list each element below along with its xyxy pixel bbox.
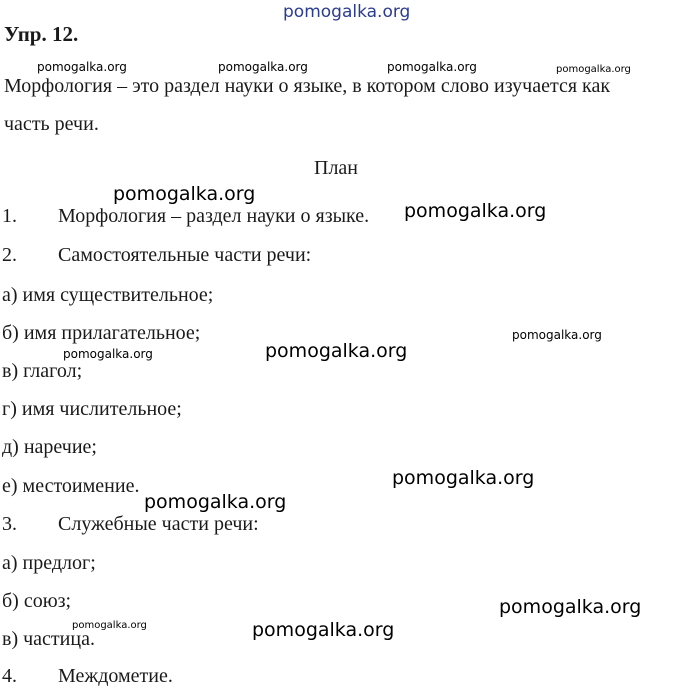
watermark: pomogalka.org — [63, 347, 153, 361]
plan-subitem: е) местоимение. — [2, 475, 140, 497]
watermark: pomogalka.org — [512, 328, 602, 342]
watermark: pomogalka.org — [218, 60, 308, 74]
definition-line-1: Морфология – это раздел науки о языке, в котором слово изучается как — [4, 75, 611, 97]
watermark: pomogalka.org — [387, 60, 477, 74]
watermark: pomogalka.org — [265, 340, 408, 362]
plan-subitem: а) имя существительное; — [2, 284, 214, 306]
watermark: pomogalka.org — [113, 183, 256, 205]
watermark: pomogalka.org — [37, 60, 127, 74]
plan-subitem: б) имя прилагательное; — [2, 322, 201, 344]
plan-subitem: в) глагол; — [2, 360, 83, 382]
plan-subitem: д) наречие; — [2, 436, 97, 458]
plan-subitem: а) предлог; — [2, 552, 96, 574]
watermark: pomogalka.org — [404, 200, 547, 222]
plan-item-number: 2. — [2, 244, 17, 266]
watermark: pomogalka.org — [252, 619, 395, 641]
watermark: pomogalka.org — [283, 2, 411, 22]
watermark: pomogalka.org — [392, 467, 535, 489]
watermark: pomogalka.org — [556, 64, 631, 75]
watermark: pomogalka.org — [499, 596, 642, 618]
exercise-title: Упр. 12. — [4, 22, 79, 46]
plan-subitem: б) союз; — [2, 590, 72, 612]
plan-item: Междометие. — [58, 665, 173, 687]
plan-item: Самостоятельные части речи: — [58, 244, 312, 266]
plan-item: Служебные части речи: — [58, 513, 259, 535]
plan-subitem: в) частица. — [2, 628, 95, 650]
plan-item-number: 3. — [2, 513, 17, 535]
plan-subitem: г) имя числительное; — [2, 398, 182, 420]
plan-heading: План — [314, 157, 359, 179]
plan-item: Морфология – раздел науки о языке. — [58, 205, 370, 227]
plan-item-number: 4. — [2, 665, 17, 687]
watermark: pomogalka.org — [72, 620, 147, 631]
plan-item-number: 1. — [2, 205, 17, 227]
definition-line-2: часть речи. — [4, 113, 99, 135]
watermark: pomogalka.org — [144, 491, 287, 513]
